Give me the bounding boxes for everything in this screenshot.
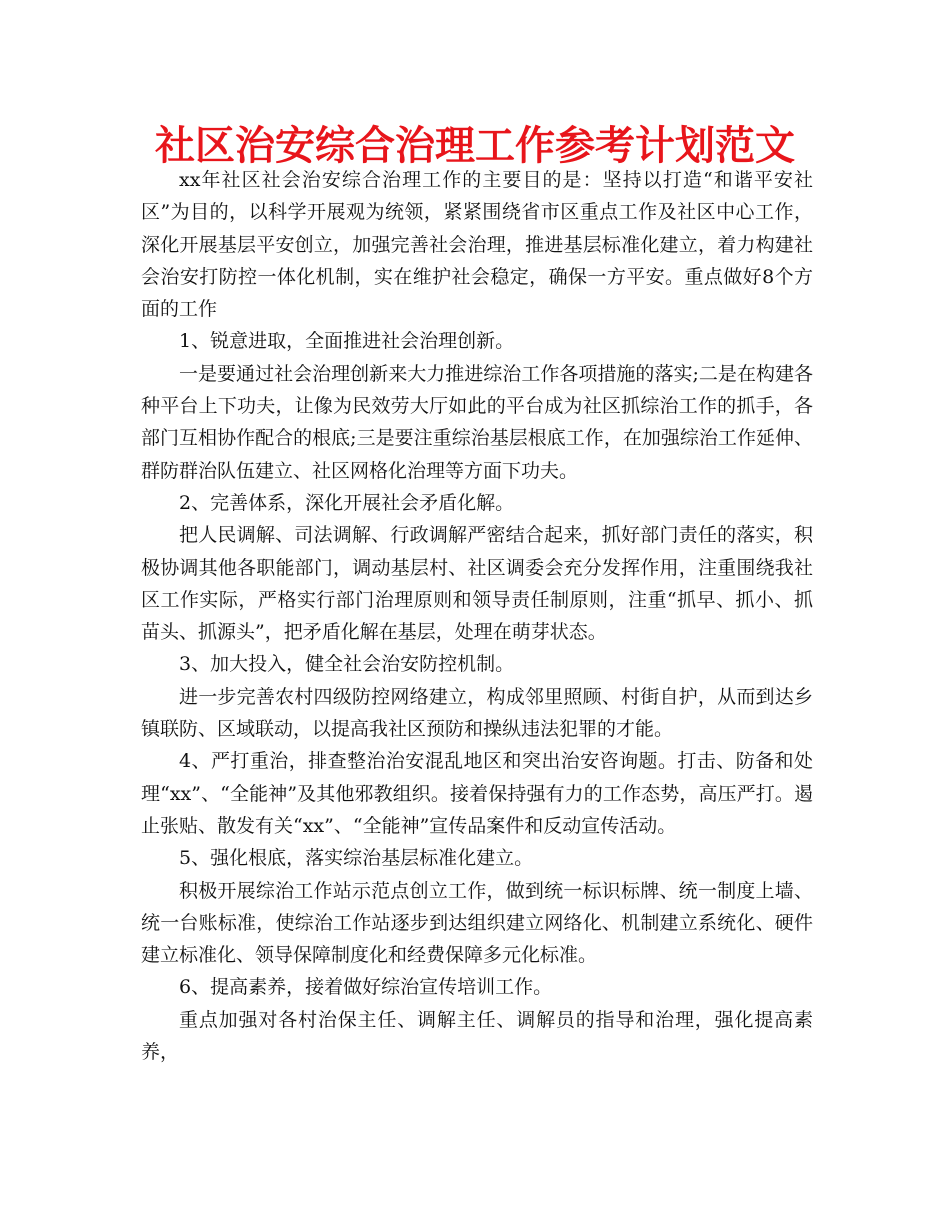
section-paragraph-5: 积极开展综治工作站示范点创立工作，做到统一标识标牌、统一制度上墙、统一台账标准，使综治工作站逐步到达组织建立网络化、机制建立系统化、硬件建立标准化、领导保障制度化和经费保障多元化标准。 — [141, 879, 813, 967]
section-paragraph-4: 4、严打重治，排查整治治安混乱地区和突出治安咨询题。打击、防备和处理“xx”、“全能神”及其他邪教组织。接着保持强有力的工作态势，高压严打。遏止张贴、散发有关“xx”、“全能神”宣传品案件和反动宣传活动。 — [141, 750, 813, 837]
section-paragraph-6: 重点加强对各村治保主任、调解主任、调解员的指导和治理，强化提高素养， — [141, 1008, 813, 1064]
document-body — [141, 164, 813, 1068]
section-paragraph-3: 进一步完善农村四级防控网络建立，构成邻里照顾、村街自护，从而到达乡镇联防、区域联动，以提高我社区预防和操纵违法犯罪的才能。 — [141, 685, 813, 741]
intro-paragraph: xx年社区社会治安综合治理工作的主要目的是：坚持以打造“和谐平安社区”为目的，以科学开展观为统领，紧紧围绕省市区重点工作及社区中心工作，深化开展基层平安创立，加强完善社会治理，推进基层标准化建立，着力构建社会治安打防控一体化机制，实在维护社会稳定，确保一方平安。重点做好8个方面的工作 — [141, 169, 813, 321]
section-paragraph-2: 把人民调解、司法调解、行政调解严密结合起来，抓好部门责任的落实，积极协调其他各职能部门，调动基层村、社区调委会充分发挥作用，注重围绕我社区工作实际，严格实行部门治理原则和领导责任制原则，注重“抓早、抓小、抓苗头、抓源头”，把矛盾化解在基层，处理在萌芽状态。 — [141, 524, 813, 644]
document-title: 社区治安综合治理工作参考计划范文 — [155, 123, 795, 169]
section-heading-6: 6、提高素养，接着做好综治宣传培训工作。 — [179, 976, 553, 999]
section-paragraph-1: 一是要通过社会治理创新来大力推进综治工作各项措施的落实;二是在构建各种平台上下功夫，让像为民效劳大厅如此的平台成为社区抓综治工作的抓手，各部门互相协作配合的根底;三是要注重综治基层根底工作，在加强综治工作延伸、群防群治队伍建立、社区网格化治理等方面下功夫。 — [141, 362, 813, 482]
section-heading-3: 3、加大投入，健全社会治安防控机制。 — [179, 653, 515, 676]
section-heading-5: 5、强化根底，落实综治基层标准化建立。 — [179, 847, 534, 870]
section-heading-1: 1、锐意进取，全面推进社会治理创新。 — [179, 330, 515, 353]
section-heading-2: 2、完善体系，深化开展社会矛盾化解。 — [179, 491, 515, 514]
